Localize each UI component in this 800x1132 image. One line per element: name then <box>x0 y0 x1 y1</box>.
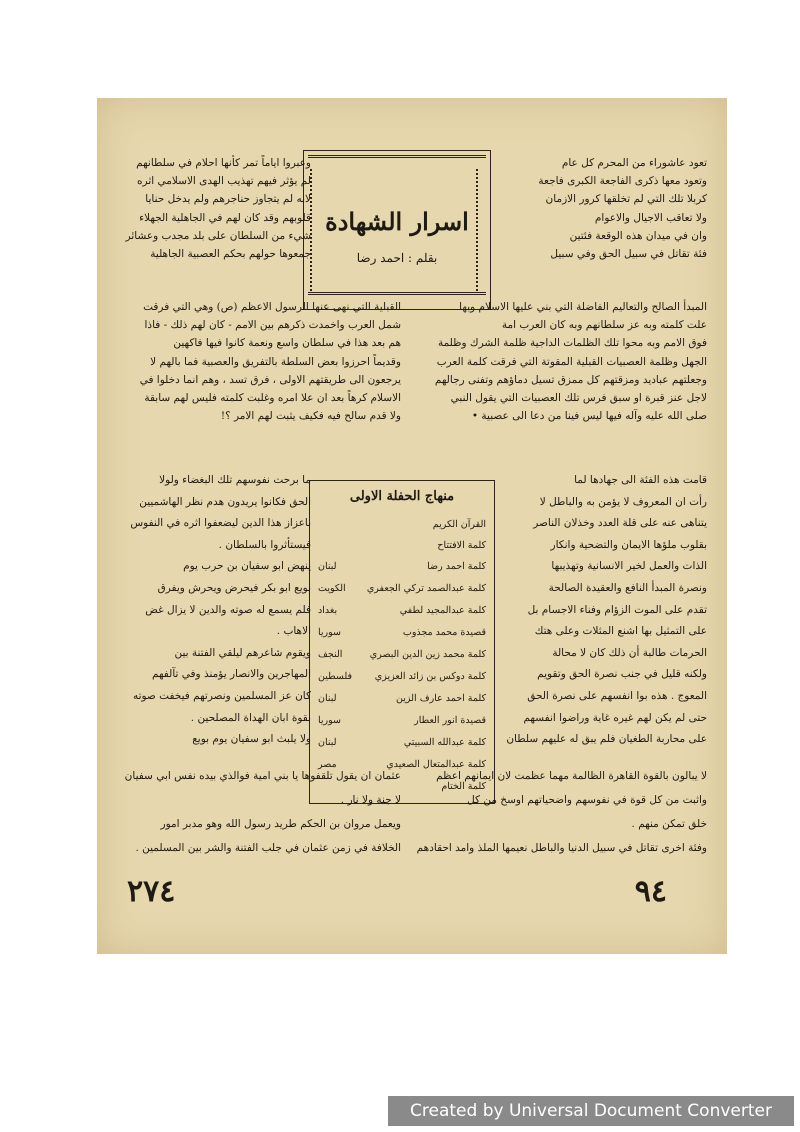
program-row <box>318 667 486 687</box>
text-line: وجعلتهم عباديد ومزقتهم كل ممزق تسيل دماؤهم وتفنى رجالهم <box>434 373 707 386</box>
program-row <box>318 733 486 753</box>
text-line: لانه لم يتجاوز حناجرهم ولم يدخل حنايا <box>145 193 311 206</box>
text-line: يرجعون الى طريقتهم الاولى ، فرق تسد ، وهم انما دخلوا في <box>139 373 401 386</box>
program-place: بغداد <box>318 605 338 616</box>
program-item: القرآن الكريم <box>432 519 486 530</box>
program-place: سوريا <box>318 627 341 638</box>
text-line: هم بعد هذا في سلطان واسع ونعمة كانوا فيها فاكهين <box>173 337 401 350</box>
program-item: كلمة الختام <box>441 781 486 792</box>
text-line: يتناهى عنه على قلة العدد وخذلان الناصر <box>533 517 707 530</box>
program-row <box>318 689 486 709</box>
text-line: ولا تعاقب الاجيال والاعوام <box>594 211 707 224</box>
program-box <box>309 480 495 804</box>
text-line: شمل العرب واخمدت ذكرهم بين الامم - كان لهم ذلك - فاذا <box>144 319 401 332</box>
text-line: الجهل وظلمة العصبيات القبلية المقوتة التي فرقت كلمة العرب <box>436 355 707 368</box>
program-place: فلسطين <box>318 671 353 682</box>
text-line: ويقوم شاعرهم ليلقي الفتنة بين <box>174 646 311 659</box>
text-line: فئة تقاتل في سبيل الحق وفي سبيل <box>550 248 707 261</box>
text-line: وقديماً احرزوا بعض السلطة بالتفريق والعصبية فما بالهم لا <box>150 355 401 368</box>
text-line: لا يبالون بالقوة القاهرة الظالمة مهما عظمت لان ايمانهم اعظم <box>436 770 707 782</box>
text-line: لم يؤثر فيهم تهذيب الهدى الاسلامي اثره <box>137 175 311 188</box>
text-line: فيستأثروا بالسلطان . <box>218 538 311 551</box>
article-byline: بقلم : احمد رضا <box>356 251 438 265</box>
program-item: كلمة احمد عارف الزين <box>396 693 486 704</box>
program-row <box>318 536 486 556</box>
program-item: كلمة عبدالمجيد لطفي <box>399 605 486 616</box>
program-place: مصر <box>318 759 337 770</box>
program-item: كلمة محمد زين الدين البصري <box>369 649 486 660</box>
program-row <box>318 579 486 599</box>
text-line: كربلا تلك التي لم تخلقها كرور الازمان <box>545 193 707 206</box>
column-bottom-right <box>409 764 707 860</box>
text-line: عثمان ان يقول تلقفوها يا بني امية فوالذي بيده نفس ابي سفيان <box>124 770 401 782</box>
text-line: خلق تمكن منهم . <box>631 818 707 830</box>
column-left-bottom <box>113 470 311 751</box>
text-line: ولا قدم سالح فيه فكيف يثبت لهم الامر ؟! <box>220 410 401 423</box>
program-item: كلمة عبدالصمد تركي الجعفري <box>366 583 486 594</box>
text-line: حتى لم يكن لهم غيره غاية وراضوا انفسهم <box>523 711 707 724</box>
program-item: كلمة عبدالمتعال الصعيدي <box>386 759 486 770</box>
text-line: وتعود معها ذكرى الفاجعة الكبرى فاجعة <box>538 175 707 188</box>
text-line: صلى الله عليه وآله فيها ليس فينا من دعا الى عصبية • <box>471 410 707 423</box>
text-line: فلم يسمع له صوته والدين لا يزال غض <box>145 603 311 616</box>
column-right-top <box>489 154 707 263</box>
text-line: لاجل عنز قبرة او سبق فرس تلك العصبيات التي يقول النبي <box>450 392 707 405</box>
program-item: قصيدة محمد مجذوب <box>402 627 486 638</box>
text-line: ونصرة المبدأ النافع والعقيدة الصالحة <box>548 581 707 594</box>
page-number-left: ٢٧٤ <box>127 874 176 909</box>
text-line: المعوج . هذه بوا انفسهم على نصرة الحق <box>527 689 707 702</box>
text-line: الحرمات طالبة أن ذلك كان لا محالة <box>552 646 707 659</box>
text-line: قلوبهم وقد كان لهم في الجاهلية الجهلاء <box>139 211 311 224</box>
watermark-label: Created by Universal Document Converter <box>388 1096 794 1126</box>
scanned-page <box>97 98 727 954</box>
page-number-right: ٩٤ <box>634 874 667 909</box>
text-line: ما برحت نفوسهم تلك البغضاء ولولا <box>159 474 311 486</box>
program-item: كلمة احمد رضا <box>427 561 486 572</box>
text-line: ويعمل مروان بن الحكم طريد رسول الله وهو مدبر امور <box>160 818 401 830</box>
text-line: الخلافة في زمن عثمان في جلب الفتنة والشر بين المسلمين . <box>135 842 401 854</box>
text-line: الذات والعمل لخير الانسانية وتهذيبها <box>551 560 707 573</box>
text-line: قامت هذه الفئة الى جهادها لما <box>574 474 707 486</box>
text-line: على محاربة الطغيان فلم يبق له عليهم سلطان <box>506 733 707 746</box>
text-line: تقدم على الموت الزؤام وفناء الاجسام بل <box>527 603 707 616</box>
text-line: شيء من السلطان على بلد مجدب وعشائر <box>125 229 311 242</box>
program-place: لبنان <box>318 737 337 748</box>
text-line: كان عز المسلمين ونصرتهم فيخفت صوته <box>132 689 311 702</box>
program-place: لبنان <box>318 693 337 704</box>
text-line: وعبروا اياماً تمر كأنها احلام في سلطانهم <box>136 157 311 169</box>
text-line: لا جنة ولا نار . <box>340 794 401 806</box>
text-line: القبلية التي نهى عنها الرسول الاعظم (ص) وهي التي فرقت <box>143 301 401 313</box>
program-item: كلمة دوكس بن زائد العزيزي <box>374 671 486 682</box>
text-line: ولكنه قليل في جنب نصرة الحق وتقويم <box>537 668 707 681</box>
text-line: المهاجرين والانصار يؤمنذ وفي تآلفهم <box>151 668 311 681</box>
text-line: بقلوب ملؤها الايمان والتضحية وانكار <box>550 538 707 551</box>
column-middle-right <box>411 298 707 425</box>
program-item: كلمة عبدالله السبيتي <box>403 737 486 748</box>
program-row <box>318 515 486 535</box>
program-item: قصيدة انور العطار <box>414 715 486 726</box>
text-line: ولا يلبث ابو سفيان يوم بويع <box>192 733 311 746</box>
text-line: الاسلام كرهاً بعد ان علا امره وغلبت كلمته فليس لهم سابقة <box>144 392 401 405</box>
text-line: علت كلمته وبه عز سلطانهم وبه كان العرب امة <box>501 319 707 332</box>
text-line: تعود عاشوراء من المحرم كل عام <box>561 157 707 169</box>
text-line: الحق فكانوا يريدون هدم نظر الهاشميين <box>139 495 311 508</box>
text-line: على التمثيل بها اشنع المثلات وعلى هتك <box>534 625 707 638</box>
program-place: النجف <box>318 649 343 660</box>
column-right-bottom <box>485 470 707 751</box>
program-place: لبنان <box>318 561 337 572</box>
program-title: منهاج الحفلة الاولى <box>349 489 455 504</box>
text-line: بويع ابو بكر فيحرض ويحرش ويفرق <box>157 581 311 594</box>
text-line: وان في ميدان هذه الوقعة فئتين <box>569 229 707 242</box>
article-title: اسرار الشهادة <box>325 207 469 236</box>
program-row <box>318 623 486 643</box>
program-row <box>318 711 486 731</box>
text-line: واثبت من كل قوة في نفوسهم واضحياتهم اوسخ من كل <box>467 794 707 806</box>
text-line: رأت ان المعروف لا يؤمن به والباطل لا <box>539 495 707 508</box>
ornament-border <box>308 155 486 168</box>
text-line: جمعوها حولهم بحكم العصبية الجاهلية <box>150 248 311 261</box>
column-middle-left <box>111 298 401 425</box>
program-item: كلمة الافتتاح <box>437 540 486 551</box>
column-bottom-left <box>111 764 401 860</box>
text-line: ينهض ابو سفيان بن حرب يوم <box>183 560 311 573</box>
text-line: الاهاب . <box>276 625 311 638</box>
program-row <box>318 557 486 577</box>
program-place: سوريا <box>318 715 341 726</box>
program-row <box>318 601 486 621</box>
text-line: فوق الامم وبه محوا تلك الظلمات الداجية ظلمة الشرك وظلمة <box>437 337 707 350</box>
text-line: المبدأ الصالح والتعاليم الفاضلة التي بني عليها الاسلام وبها <box>459 301 707 313</box>
text-line: بقوة ابان الهداة المصلحين . <box>190 711 311 724</box>
text-line: باعزاز هذا الدين ليضعفوا اثره في النفوس <box>130 517 311 530</box>
text-line: وفئة اخرى تقاتل في سبيل الدنيا والباطل نعيمها الملذ وامد احقادهم <box>416 842 707 854</box>
column-left-top <box>113 154 311 263</box>
article-title-box <box>303 150 491 310</box>
program-row <box>318 645 486 665</box>
program-place: الكويت <box>318 583 346 594</box>
